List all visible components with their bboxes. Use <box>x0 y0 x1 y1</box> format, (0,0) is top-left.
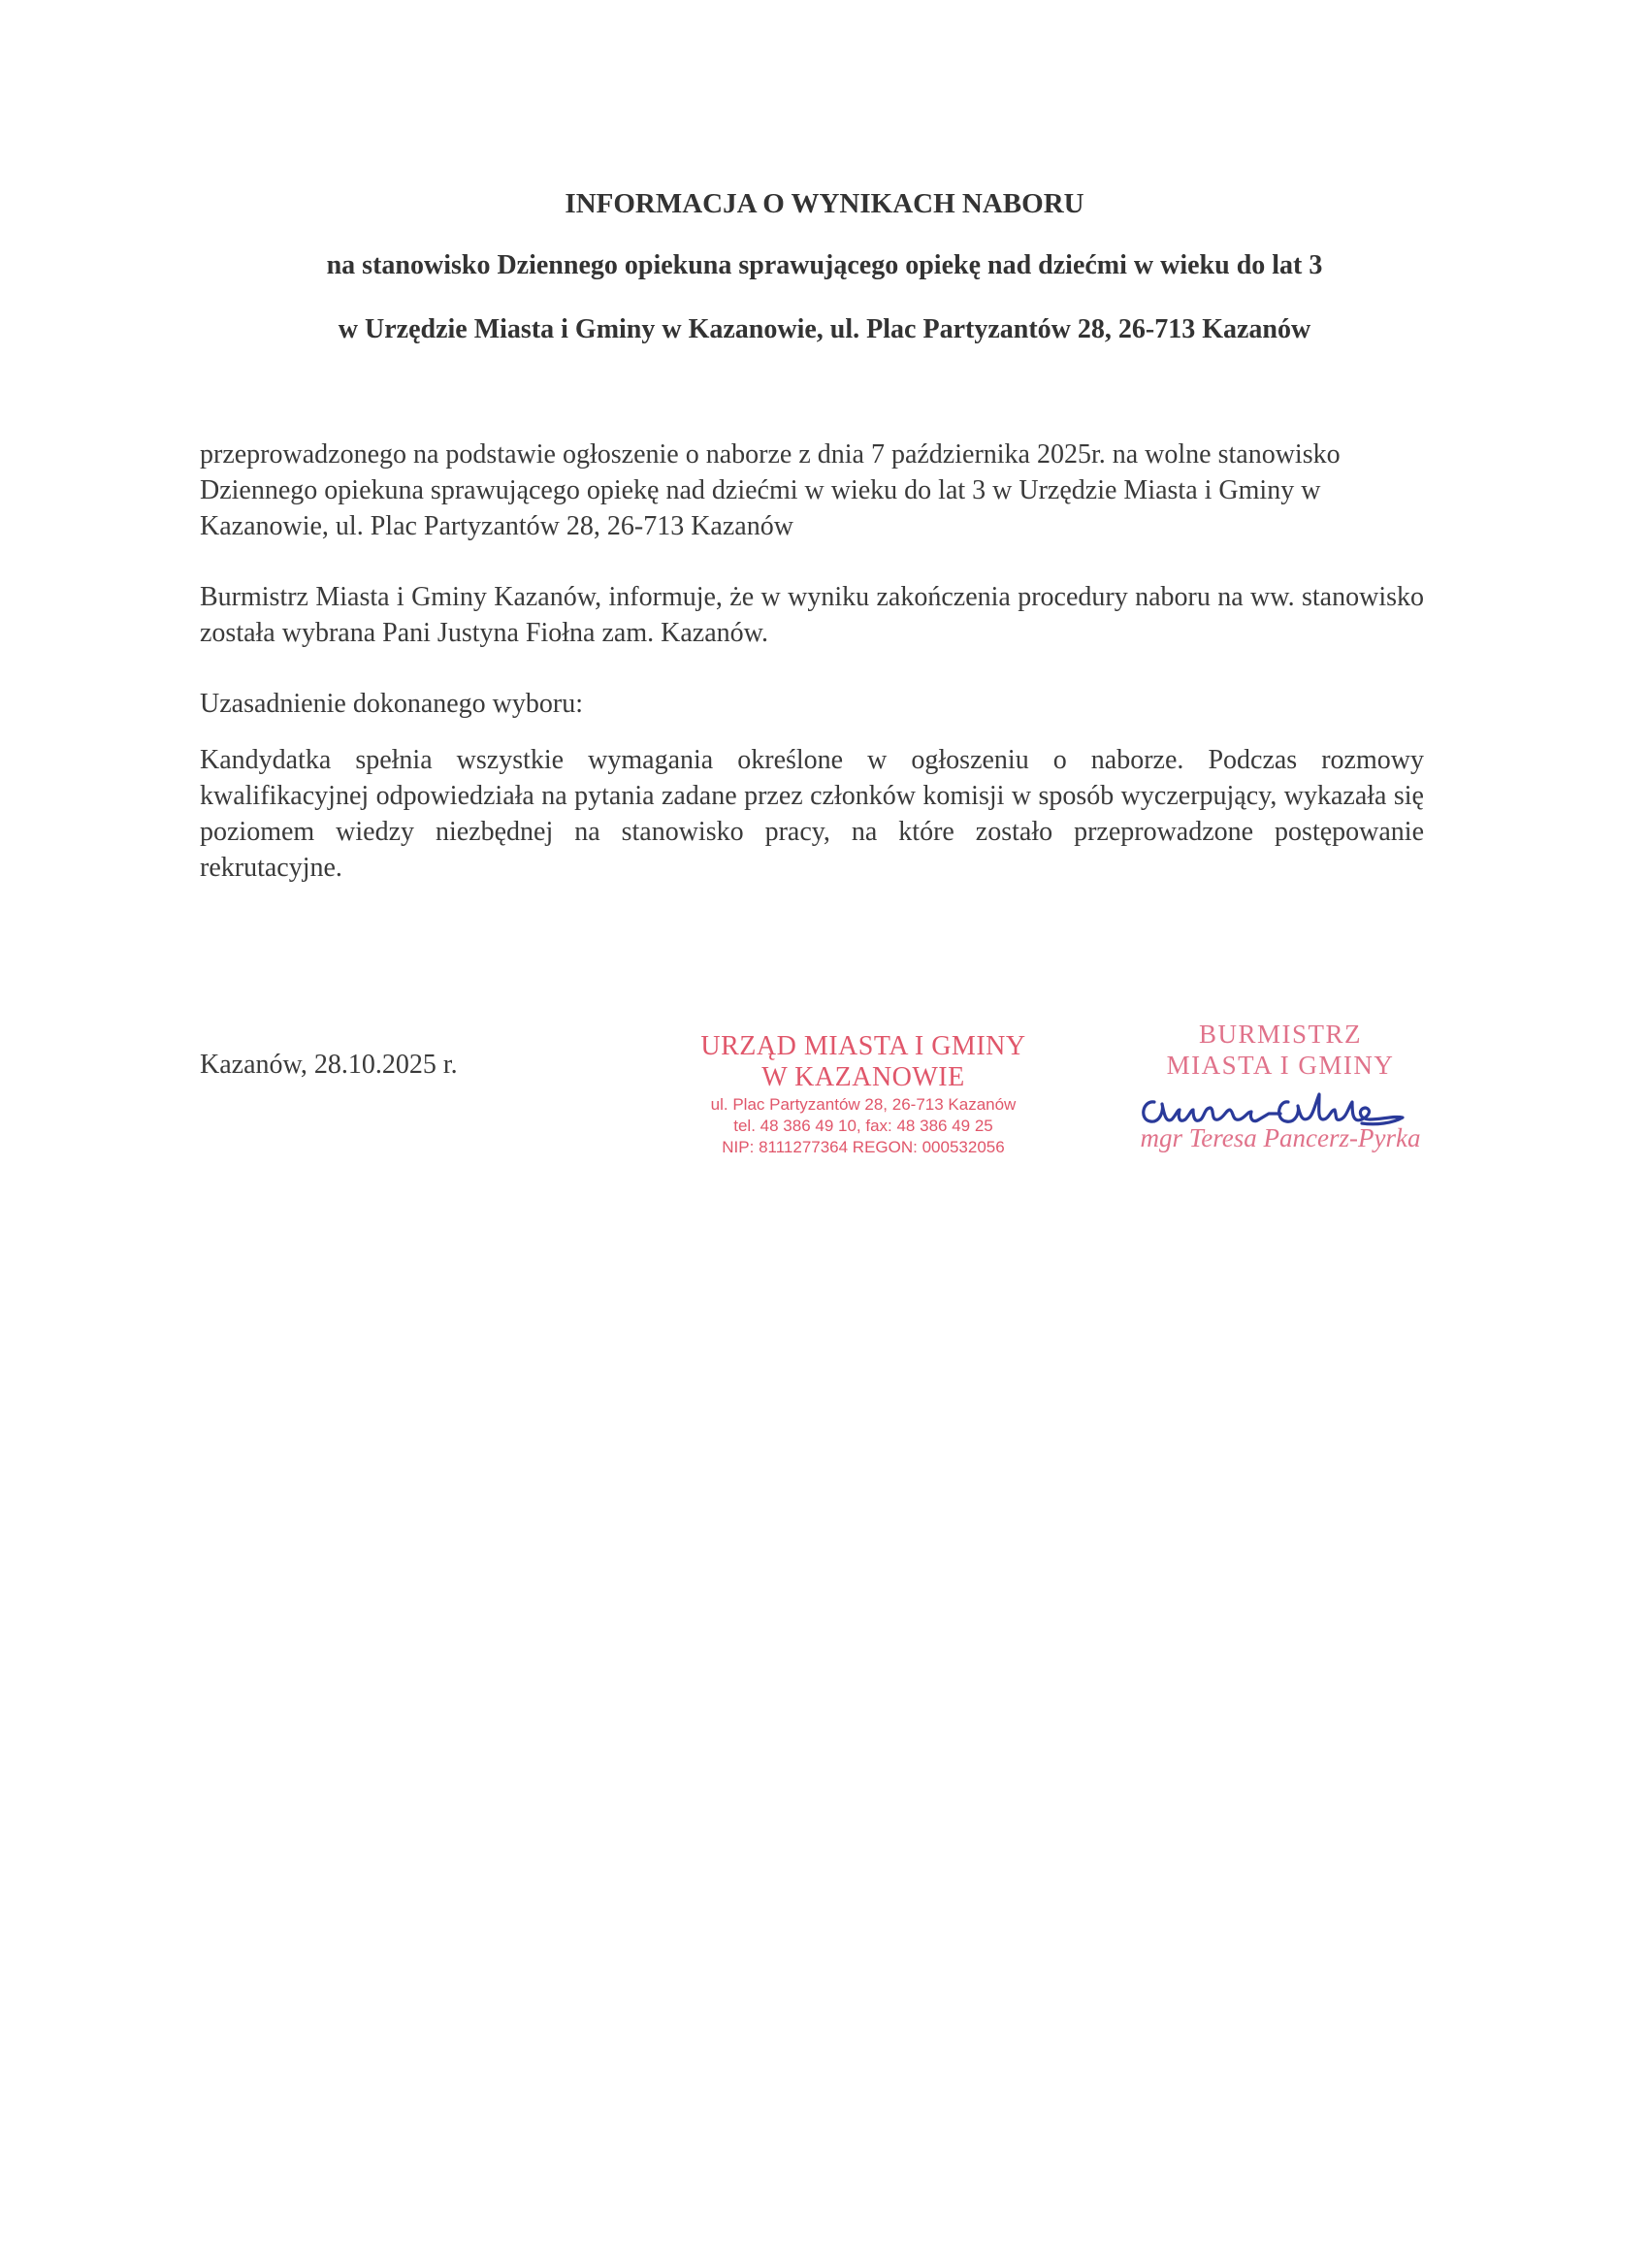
office-stamp-line2: W KAZANOWIE <box>761 1062 965 1092</box>
recruitment-basis-paragraph: przeprowadzonego na podstawie ogłoszenie o naborze z dnia 7 października 2025r. na wolne stanowisko Dziennego opiekuna sprawującego opiekę nad dziećmi w wieku do lat 3 w Urzędzie Miasta i Gminy w Kazanowie, ul. Plac Partyzantów 28, 26-713 Kazanów <box>200 439 1341 541</box>
office-stamp <box>669 1031 1057 1157</box>
signature-stroke <box>1144 1094 1403 1124</box>
place-and-date: Kazanów, 28.10.2025 r. <box>200 1050 458 1080</box>
mayor-stamp-line2: MIASTA I GMINY <box>1166 1051 1395 1080</box>
selection-result-paragraph: Burmistrz Miasta i Gminy Kazanów, informuje, że w wyniku zakończenia procedury naboru na ww. stanowisko została wybrana Pani Justyna Fiołna zam. Kazanów. <box>200 582 1424 648</box>
office-stamp-address: ul. Plac Partyzantów 28, 26-713 Kazanów <box>710 1095 1017 1114</box>
office-subtitle: w Urzędzie Miasta i Gminy w Kazanowie, ul. Plac Partyzantów 28, 26-713 Kazanów <box>338 314 1311 344</box>
mayor-stamp-line1: BURMISTRZ <box>1198 1020 1363 1049</box>
document-title: INFORMACJA O WYNIKACH NABORU <box>565 188 1084 219</box>
justification-heading: Uzasadnienie dokonanego wyboru: <box>200 689 583 719</box>
office-stamp-ids: NIP: 8111277364 REGON: 000532056 <box>722 1138 1005 1156</box>
handwritten-signature <box>1133 1081 1424 1139</box>
office-stamp-phone: tel. 48 386 49 10, fax: 48 386 49 25 <box>733 1117 993 1135</box>
office-stamp-line1: URZĄD MIASTA I GMINY <box>700 1031 1026 1061</box>
position-subtitle: na stanowisko Dziennego opiekuna sprawującego opiekę nad dziećmi w wieku do lat 3 <box>326 250 1323 280</box>
justification-paragraph: Kandydatka spełnia wszystkie wymagania określone w ogłoszeniu o naborze. Podczas rozmowy kwalifikacyjnej odpowiedziała na pytania zadane przez członków komisji w sposób wyczerpujący, wykazała się poziomem wiedzy niezbędnej na stanowisko pracy, na które zostało przeprowadzone postępowanie rekrutacyjne. <box>200 745 1424 883</box>
mayor-stamp-name: mgr Teresa Pancerz-Pyrka <box>1140 1123 1421 1152</box>
